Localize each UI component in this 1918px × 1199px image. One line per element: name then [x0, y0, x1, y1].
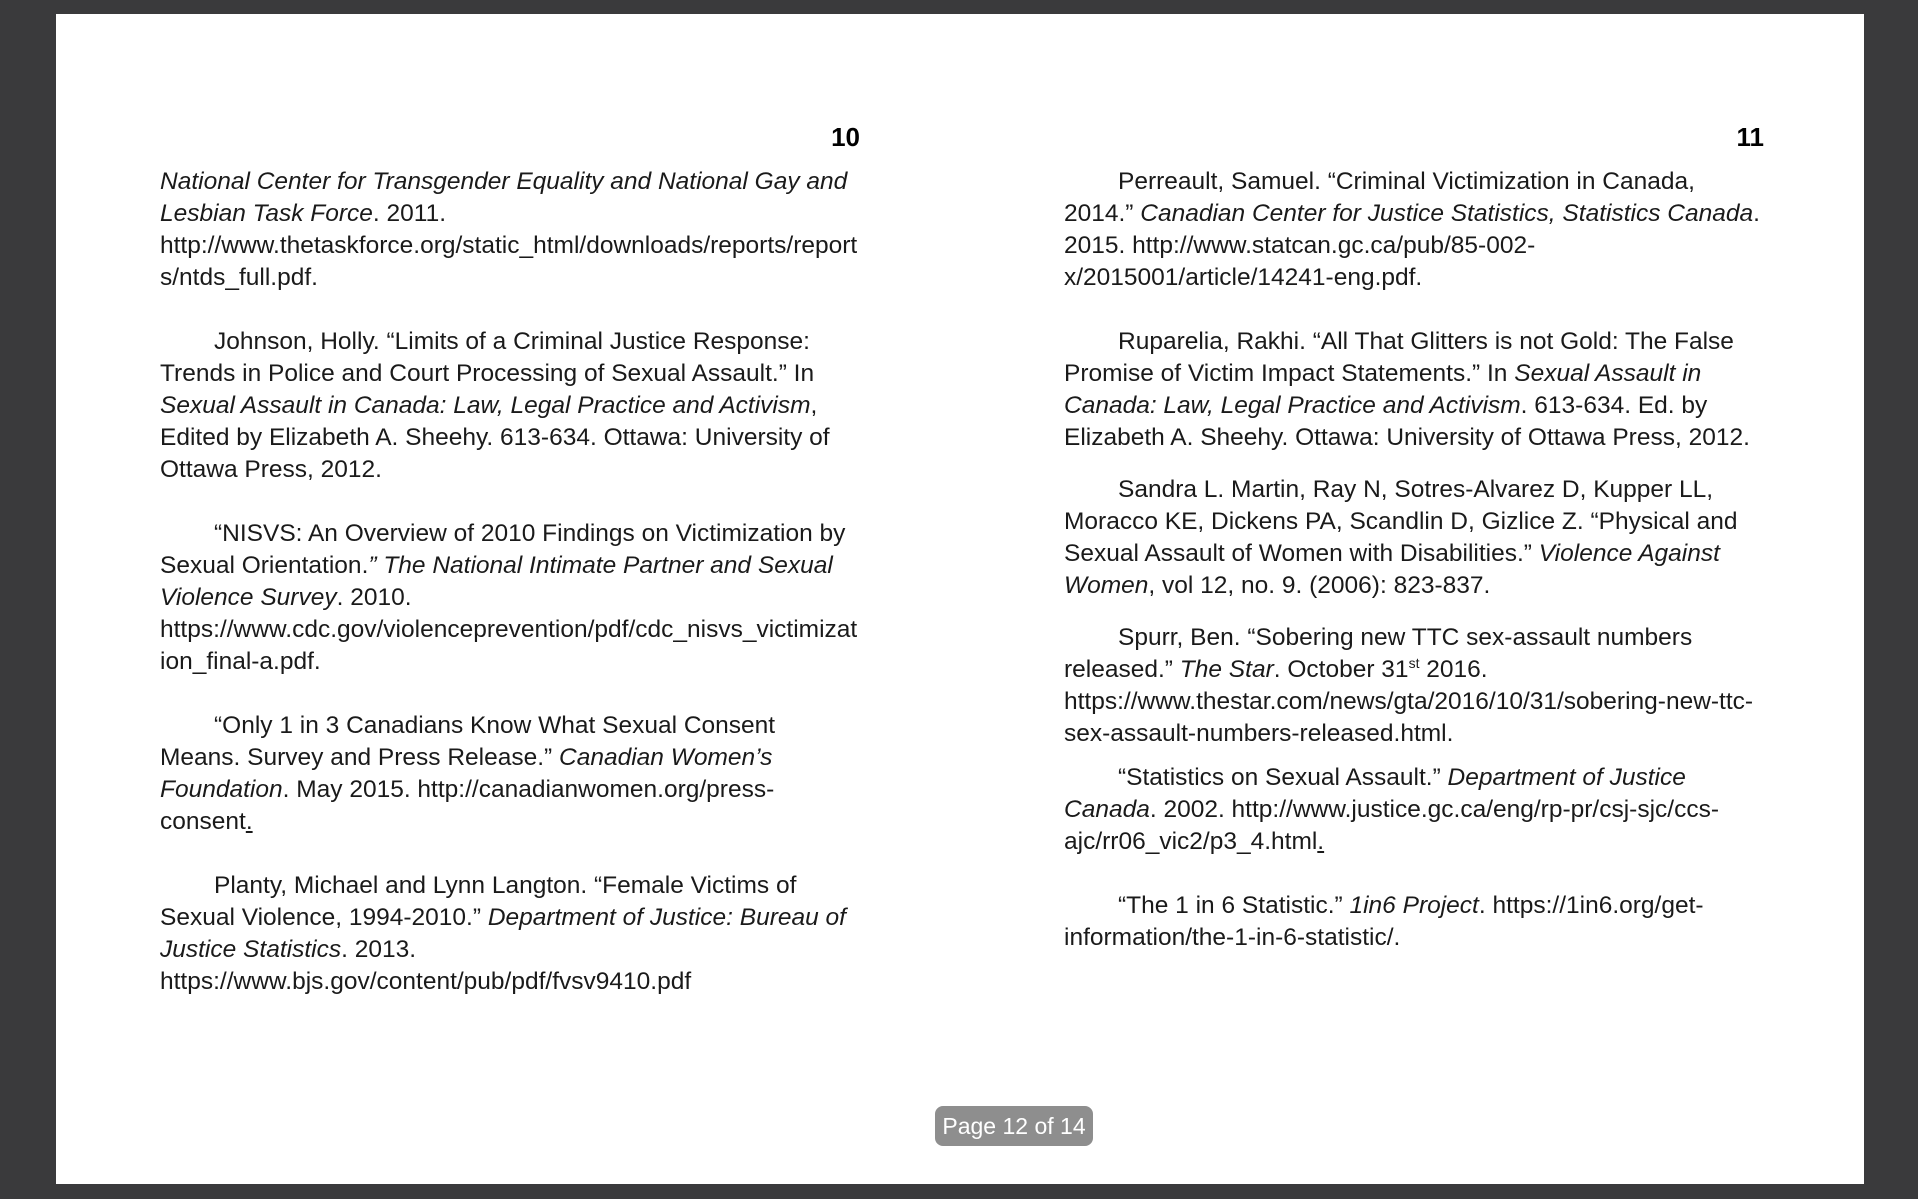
- bibliography-entry: “The 1 in 6 Statistic.” 1in6 Project. https://1in6.org/get-information/the-1-in-6-statistic/.: [1064, 892, 1704, 951]
- page-spread: [56, 14, 1864, 1184]
- bibliography-entry: Spurr, Ben. “Sobering new TTC sex-assault numbers released.” The Star. October 31st 2016. https://www.thestar.com/news/gta/2016/10/31/sobering-new-ttc-sex-assault-numbers-released.html.: [1064, 624, 1754, 747]
- bibliography-entry: Perreault, Samuel. “Criminal Victimization in Canada, 2014.” Canadian Center for Justice Statistics, Statistics Canada. 2015. http://www.statcan.gc.ca/pub/85-002-x/2015001/article/14241-eng.pdf.: [1064, 168, 1760, 291]
- left-page: [160, 14, 860, 1184]
- page-number: 11: [1736, 122, 1764, 152]
- bibliography-entry: Sandra L. Martin, Ray N, Sotres-Alvarez D, Kupper LL, Moracco KE, Dickens PA, Scandlin D, Gizlice Z. “Physical and Sexual Assault of Women with Disabilities.” Violence Against Women, vol 12, no. 9. (2006): 823-837.: [1064, 476, 1738, 599]
- bibliography-entry: “Only 1 in 3 Canadians Know What Sexual Consent Means. Survey and Press Release.” Canadian Women’s Foundation. May 2015. http://canadianwomen.org/press-consent.: [160, 712, 776, 835]
- page-indicator: Page 12 of 14: [935, 1106, 1093, 1146]
- bibliography-entry: National Center for Transgender Equality and National Gay and Lesbian Task Force. 2011. http://www.thetaskforce.org/static_html/downloads/reports/reports/ntds_full.pdf.: [160, 168, 858, 291]
- page-number: 10: [831, 122, 860, 152]
- right-page: [1064, 14, 1764, 1184]
- bibliography-list: [160, 166, 860, 998]
- bibliography-list: [1064, 166, 1764, 954]
- bibliography-entry: Johnson, Holly. “Limits of a Criminal Justice Response: Trends in Police and Court Processing of Sexual Assault.” In Sexual Assault in Canada: Law, Legal Practice and Activism, Edited by Elizabeth A. Sheehy. 613-634. Ottawa: University of Ottawa Press, 2012.: [160, 328, 830, 483]
- bibliography-entry: “NISVS: An Overview of 2010 Findings on Victimization by Sexual Orientation.” The National Intimate Partner and Sexual Violence Survey. 2010. https://www.cdc.gov/violenceprevention/pdf/cdc_nisvs_victimization_final-a.pdf.: [160, 520, 858, 675]
- bibliography-entry: Ruparelia, Rakhi. “All That Glitters is not Gold: The False Promise of Victim Impact Statements.” In Sexual Assault in Canada: Law, Legal Practice and Activism. 613-634. Ed. by Elizabeth A. Sheehy. Ottawa: University of Ottawa Press, 2012.: [1064, 328, 1750, 451]
- bibliography-entry: “Statistics on Sexual Assault.” Department of Justice Canada. 2002. http://www.justice.gc.ca/eng/rp-pr/csj-sjc/ccs-ajc/rr06_vic2/p3_4.html.: [1064, 764, 1719, 855]
- bibliography-entry: Planty, Michael and Lynn Langton. “Female Victims of Sexual Violence, 1994-2010.” Department of Justice: Bureau of Justice Statistics. 2013. https://www.bjs.gov/content/pub/pdf/fvsv9410.pdf: [160, 872, 846, 995]
